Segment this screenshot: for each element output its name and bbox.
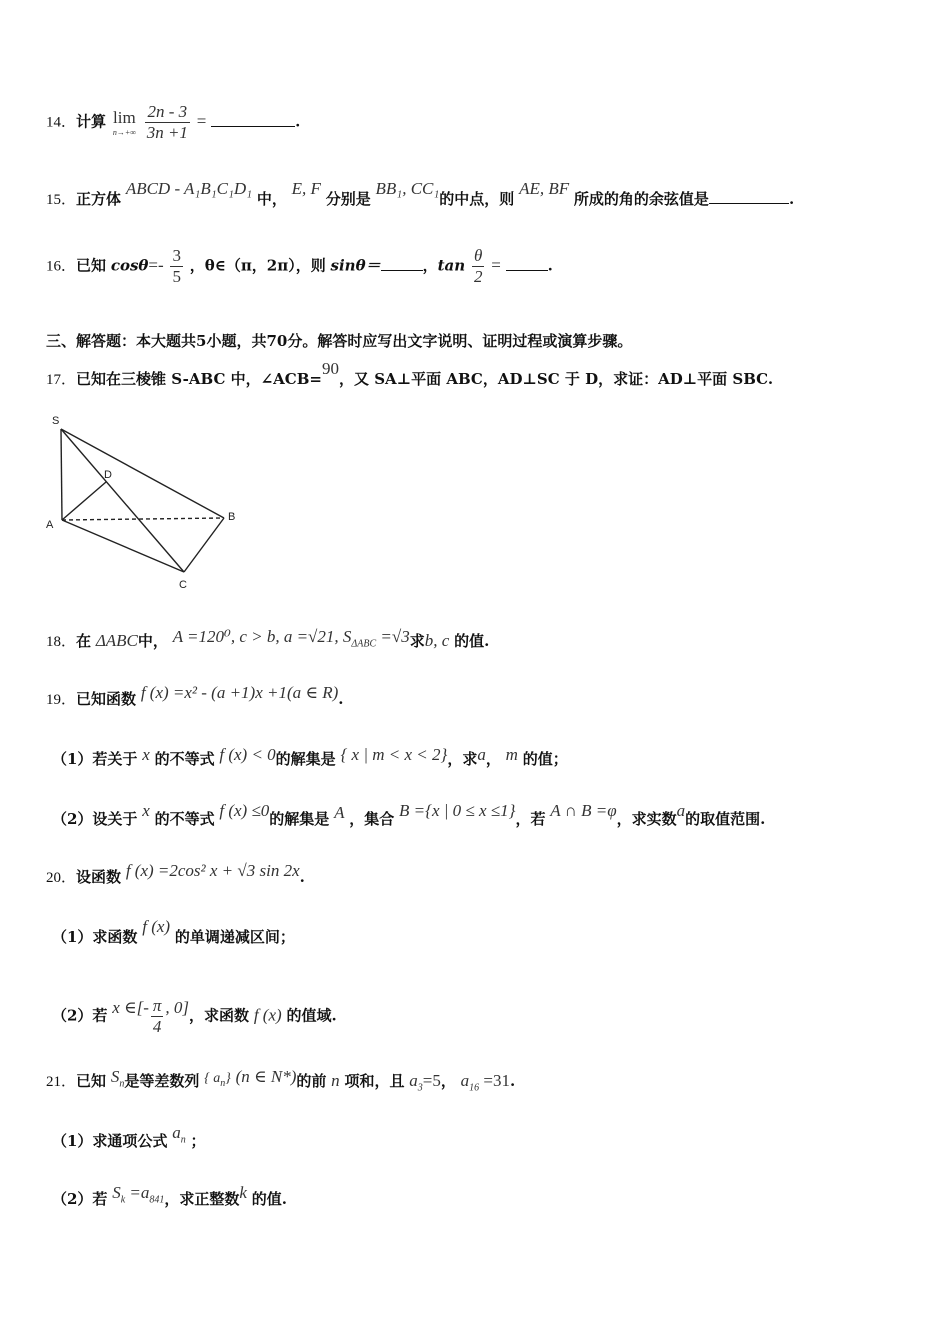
q15-text: 正方体 [76, 190, 122, 208]
fraction-theta-2 [472, 246, 485, 287]
numerator: π [152, 996, 162, 1015]
denominator: 3n +1 [146, 123, 188, 142]
section-heading: 三、解答题：本大题共5小题，共70分。解答时应写出文字说明、证明过程或演算步骤。 [46, 332, 633, 350]
question-16: 16．已知 cosθ=- $\frac{3}{5}$ ，θ∈（π，2π），则 sinθ＝ ，tan $\frac{\theta}{2}$ = . [46, 246, 553, 286]
q21-2-text: ，求正整数 [164, 1190, 240, 1208]
q19-2-text: 的取值范围. [685, 810, 766, 828]
q21-text: 项和，且 [344, 1072, 405, 1090]
label-A: A [46, 519, 54, 531]
label-D: D [104, 469, 112, 481]
area-sub: ΔABC [351, 638, 377, 650]
an: { $a_n$} [204, 1071, 231, 1089]
q15-text: 中， [256, 190, 287, 208]
a3-value: =5 [422, 1071, 441, 1090]
q20-text: 设函数 [76, 868, 122, 886]
fraction-pi-4 [151, 996, 164, 1037]
q20-1-text: 的单调递减区间； [174, 928, 295, 946]
q21-text: 已知 [76, 1072, 107, 1090]
sep: ， [422, 256, 438, 275]
angle-value: 90 [322, 359, 339, 378]
question-number: 15． [46, 192, 77, 208]
question-number: 20． [46, 870, 77, 886]
part-label: （1）求函数 [52, 928, 138, 946]
q17-text: 已知在三棱锥 S-ABC 中，∠ACB= [76, 370, 322, 388]
equals-neg: =- [148, 255, 164, 275]
edge-SA [61, 429, 62, 520]
part-label: （1）求通项公式 [52, 1132, 168, 1150]
period: . [509, 1072, 516, 1090]
function-def: f (x) =2cos² x + √3 sin 2x [125, 861, 300, 880]
points-ef: E, F [291, 179, 321, 198]
equals: = [196, 111, 207, 131]
a3: $a_3$ [409, 1071, 423, 1094]
domain-end: , 0] [165, 997, 190, 1017]
fraction-3-5 [170, 246, 183, 287]
question-19-part-1 [52, 745, 568, 769]
lines: AE, BF [519, 179, 570, 198]
q18-text: 中， [137, 632, 168, 650]
Sn: $S_n$ [110, 1067, 125, 1090]
edge-SC [61, 429, 184, 572]
q19-2-text: ，集合 [349, 810, 395, 828]
part-label: （2）若 [52, 1190, 108, 1208]
fx: f (x) [142, 917, 171, 936]
q19-1-text: 的值； [522, 750, 568, 768]
numerator: 3 [172, 246, 181, 265]
sep: ， [440, 1072, 456, 1090]
question-number: 18． [46, 634, 77, 650]
edges: BB₁, CC₁ [375, 179, 440, 198]
a: a [460, 1071, 470, 1090]
q16-text: 已知 [76, 256, 107, 275]
q19-2-text: 的不等式 [154, 810, 215, 828]
sin-theta: sinθ＝ [330, 256, 381, 275]
fx: f (x) [253, 1005, 282, 1025]
answer-blank [211, 112, 295, 127]
solution-set: { x | m < x < 2} [340, 745, 448, 764]
question-21 [46, 1067, 516, 1094]
q19-1-text: 的解集是 [275, 750, 336, 768]
q18-text: 的值. [454, 632, 490, 650]
segment-AD [62, 482, 106, 520]
q15-text: 所成的角的余弦值是 [573, 190, 709, 208]
function-def: f (x) =x² - (a +1)x +1(a ∈ R) [140, 683, 339, 702]
a: { a [204, 1071, 221, 1086]
area-value: =√3 [376, 627, 410, 646]
question-21-part-2 [52, 1183, 287, 1211]
fraction [145, 102, 190, 143]
var-a: a [477, 745, 486, 764]
q19-2-text: 的解集是 [269, 810, 330, 828]
q19-1-text: 的不等式 [154, 750, 215, 768]
n-in-N: (n ∈ N*) [235, 1067, 297, 1086]
question-number: 17． [46, 372, 77, 388]
var-k: k [239, 1183, 247, 1202]
unknowns: b, c [424, 631, 450, 650]
question-number: 14． [46, 114, 77, 131]
answer-blank-sin [381, 256, 423, 271]
edge-AB-hidden [62, 518, 224, 520]
question-number: 21． [46, 1074, 77, 1090]
domain-start: x ∈[- [112, 997, 149, 1017]
cos-theta: cosθ [110, 256, 149, 275]
numerator: 2n - 3 [147, 102, 188, 121]
question-21-part-1 [52, 1123, 206, 1153]
denominator: 2 [473, 267, 483, 286]
question-17 [46, 359, 774, 389]
lim-sub: n→+∞ [112, 128, 136, 137]
part-label: （2）设关于 [52, 810, 138, 828]
pyramid-figure [40, 408, 250, 594]
part-label: （1）若关于 [52, 750, 138, 768]
question-18 [46, 627, 490, 653]
var-x: x [142, 745, 150, 764]
q15-text: 的中点，则 [439, 190, 515, 208]
q19-1-text: ，求 [447, 750, 478, 768]
edge-BC [184, 518, 224, 572]
q20-2-text: 的值域. [286, 1006, 337, 1025]
q21-2-text: 的值. [251, 1190, 287, 1208]
tan-label: tan [437, 256, 466, 275]
question-number: 16． [46, 258, 77, 275]
inequality: f (x) < 0 [219, 745, 276, 764]
label-B: B [228, 511, 236, 523]
limit-expr [113, 108, 136, 137]
q19-2-text: ，若 [515, 810, 546, 828]
sep: ， [485, 750, 501, 768]
period: . [299, 868, 305, 886]
an: $a_n$ [172, 1123, 186, 1146]
var-n: n [331, 1071, 340, 1090]
inequality: f (x) ≤0 [219, 801, 270, 820]
set-A: A [334, 803, 345, 822]
var-x: x [142, 801, 150, 820]
q19-2-text: ，求实数 [616, 810, 677, 828]
Sk-equation: $S_k =a_{841}$ [112, 1183, 165, 1206]
edge-AC [62, 520, 184, 572]
question-20-part-2 [52, 996, 337, 1037]
q21-text: 是等差数列 [124, 1072, 200, 1090]
label-S: S [52, 415, 60, 427]
label-C: C [179, 579, 187, 591]
q18-text: 在 [76, 632, 92, 650]
q18-text: 求 [409, 632, 425, 650]
q19-text: 已知函数 [76, 690, 137, 708]
period: . [338, 690, 344, 708]
equals: = [491, 255, 501, 275]
conditions: A =120⁰, c > b, a =√21, S [172, 627, 352, 646]
a: a [172, 1123, 181, 1142]
intersection: A ∩ B =φ [550, 801, 617, 820]
q21-text: 的前 [296, 1072, 327, 1090]
a16-value: =31 [479, 1071, 510, 1090]
q17-text: ，又 SA⊥平面 ABC，AD⊥SC 于 D，求证：AD⊥平面 SBC. [339, 370, 774, 388]
answer-blank-tan [506, 256, 548, 271]
q20-2-text: ，求函数 [189, 1006, 250, 1025]
semicolon: ； [190, 1132, 206, 1150]
q14-text: 计算 [76, 112, 107, 131]
question-19-part-2 [52, 801, 766, 829]
numerator: θ [474, 246, 483, 265]
question-19 [46, 683, 344, 709]
a16: $a_{16}$ [460, 1071, 480, 1094]
edge-SB [61, 429, 224, 518]
a: a [409, 1071, 418, 1090]
S: S [110, 1067, 120, 1086]
part-label: （2）若 [52, 1006, 108, 1025]
question-15: 15．正方体 ABCD - A₁B₁C₁D₁ 中， E, F 分别是 BB₁, CC₁的中点，则 AE, BF 所成的角的余弦值是 . [46, 179, 795, 208]
q16-text: ，θ∈（π，2π），则 [189, 256, 326, 275]
set-B: B ={x | 0 ≤ x ≤1} [399, 801, 516, 820]
cube-name: ABCD - A₁B₁C₁D₁ [125, 179, 253, 198]
answer-blank [709, 189, 789, 204]
var-m: m [505, 745, 518, 764]
question-14: 14．计算 lim n→+∞ $\frac{2n - 3}{3n +1}$ = . [46, 102, 301, 142]
q15-text: 分别是 [325, 190, 371, 208]
question-number: 19． [46, 692, 77, 708]
question-20 [46, 861, 305, 887]
denominator: 4 [151, 1016, 164, 1037]
var-a: a [676, 801, 686, 820]
eq-a: =a [125, 1183, 150, 1202]
question-20-part-1 [52, 917, 295, 947]
denominator: 5 [172, 267, 181, 286]
S: S [112, 1183, 121, 1202]
triangle: ΔABC [95, 631, 138, 650]
lim-label: lim [113, 108, 136, 127]
